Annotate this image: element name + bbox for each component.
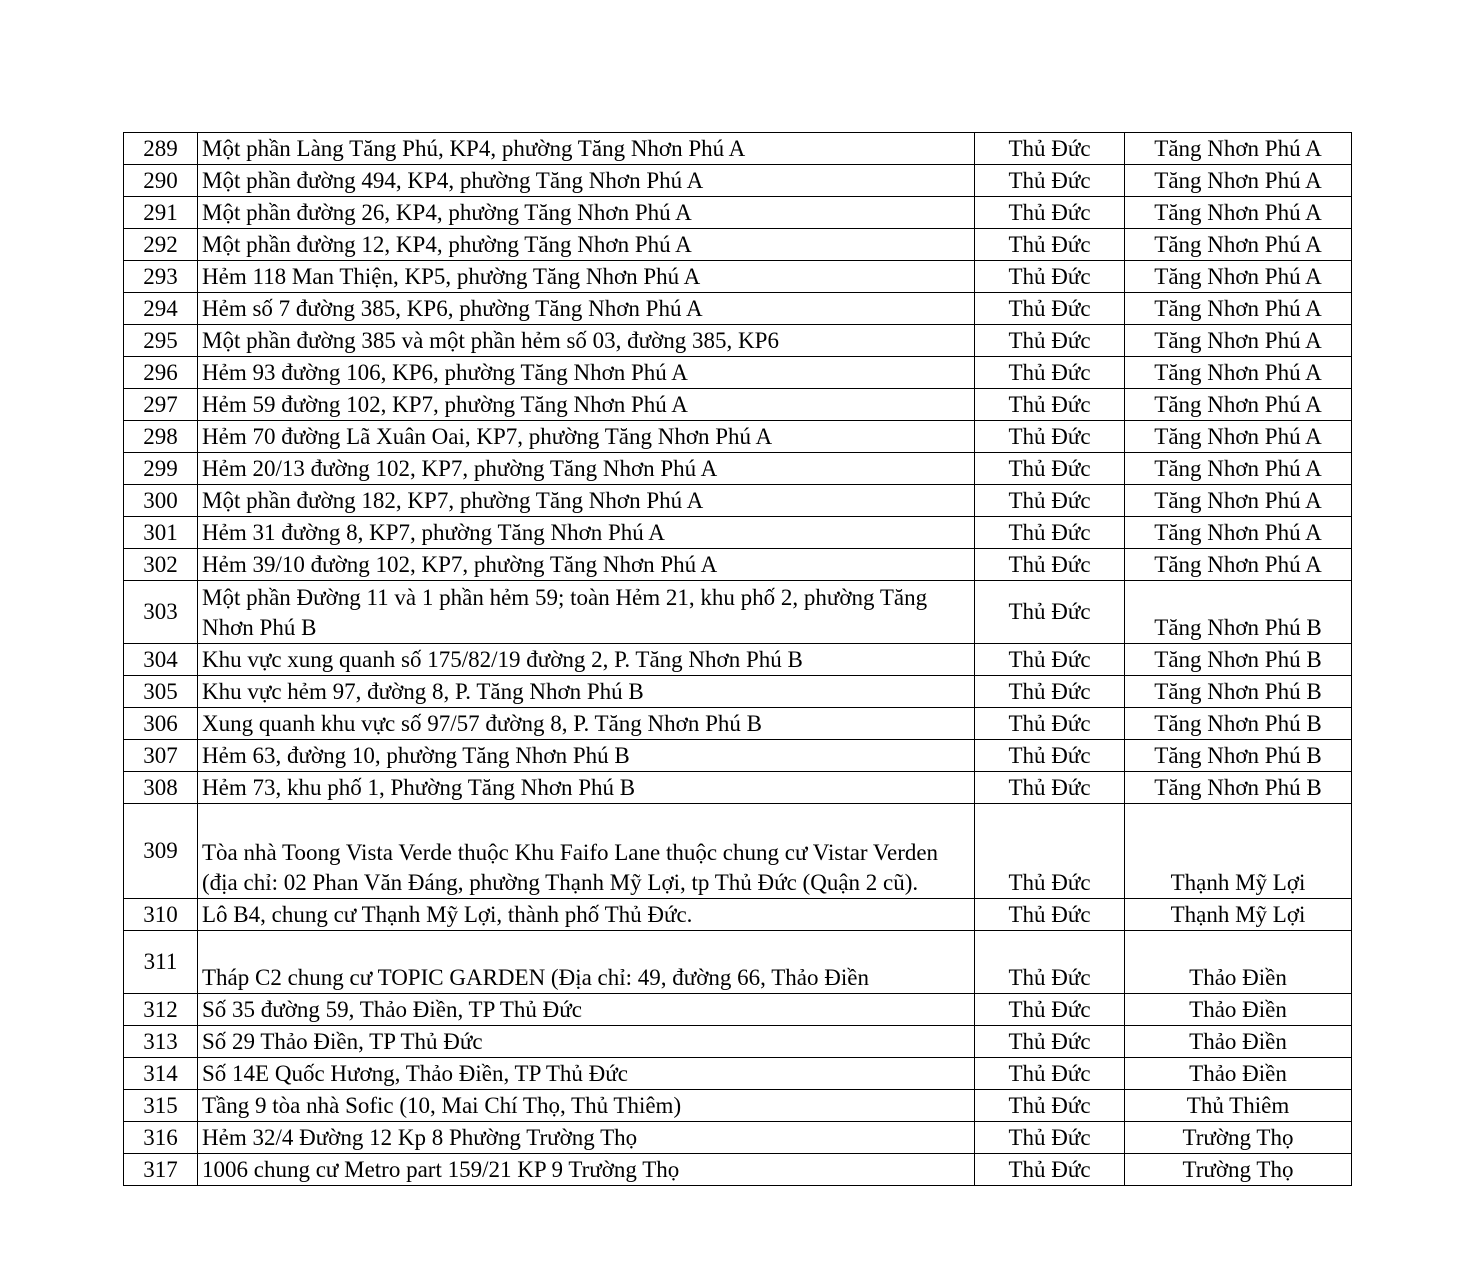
row-number: 299	[124, 453, 198, 485]
ward-cell: Tăng Nhơn Phú A	[1125, 133, 1352, 165]
address-cell: Lô B4, chung cư Thạnh Mỹ Lợi, thành phố Thủ Đức.	[198, 899, 975, 931]
address-cell: Hẻm 73, khu phố 1, Phường Tăng Nhơn Phú B	[198, 772, 975, 804]
district-cell: Thủ Đức	[975, 1090, 1125, 1122]
district-cell: Thủ Đức	[975, 197, 1125, 229]
ward-cell: Thảo Điền	[1125, 1058, 1352, 1090]
table-row	[124, 931, 1352, 994]
row-number: 311	[124, 931, 198, 994]
address-cell: Số 35 đường 59, Thảo Điền, TP Thủ Đức	[198, 994, 975, 1026]
address-cell: Hẻm 59 đường 102, KP7, phường Tăng Nhơn Phú A	[198, 389, 975, 421]
table-row	[124, 421, 1352, 453]
address-cell: Một phần Làng Tăng Phú, KP4, phường Tăng Nhơn Phú A	[198, 133, 975, 165]
table-row	[124, 899, 1352, 931]
district-cell: Thủ Đức	[975, 485, 1125, 517]
ward-cell: Tăng Nhơn Phú A	[1125, 293, 1352, 325]
district-cell: Thủ Đức	[975, 644, 1125, 676]
table-row	[124, 325, 1352, 357]
table-row	[124, 581, 1352, 644]
row-number: 313	[124, 1026, 198, 1058]
ward-cell: Tăng Nhơn Phú A	[1125, 549, 1352, 581]
row-number: 297	[124, 389, 198, 421]
address-cell: Tầng 9 tòa nhà Sofic (10, Mai Chí Thọ, Thủ Thiêm)	[198, 1090, 975, 1122]
table-row	[124, 994, 1352, 1026]
ward-cell: Tăng Nhơn Phú A	[1125, 229, 1352, 261]
ward-cell: Tăng Nhơn Phú B	[1125, 676, 1352, 708]
district-cell: Thủ Đức	[975, 581, 1125, 644]
row-number: 295	[124, 325, 198, 357]
row-number: 303	[124, 581, 198, 644]
table-row	[124, 485, 1352, 517]
address-cell: Tòa nhà Toong Vista Verde thuộc Khu Faifo Lane thuộc chung cư Vistar Verden (địa chỉ: 02 Phan Văn Đáng, phường Thạnh Mỹ Lợi, tp Thủ Đức (Quận 2 cũ).	[198, 804, 975, 899]
ward-cell: Tăng Nhơn Phú B	[1125, 581, 1352, 644]
table-row	[124, 804, 1352, 899]
ward-cell: Thạnh Mỹ Lợi	[1125, 804, 1352, 899]
district-cell: Thủ Đức	[975, 421, 1125, 453]
ward-cell: Tăng Nhơn Phú B	[1125, 740, 1352, 772]
address-cell: Khu vực hẻm 97, đường 8, P. Tăng Nhơn Phú B	[198, 676, 975, 708]
table-row	[124, 1058, 1352, 1090]
table-row	[124, 1090, 1352, 1122]
district-cell: Thủ Đức	[975, 1058, 1125, 1090]
ward-cell: Thảo Điền	[1125, 1026, 1352, 1058]
address-cell: Hẻm 39/10 đường 102, KP7, phường Tăng Nhơn Phú A	[198, 549, 975, 581]
district-cell: Thủ Đức	[975, 549, 1125, 581]
row-number: 300	[124, 485, 198, 517]
ward-cell: Tăng Nhơn Phú A	[1125, 165, 1352, 197]
address-cell: Hẻm 63, đường 10, phường Tăng Nhơn Phú B	[198, 740, 975, 772]
ward-cell: Thủ Thiêm	[1125, 1090, 1352, 1122]
ward-cell: Trường Thọ	[1125, 1154, 1352, 1186]
row-number: 302	[124, 549, 198, 581]
table-row	[124, 165, 1352, 197]
row-number: 292	[124, 229, 198, 261]
address-cell: Một phần đường 385 và một phần hẻm số 03, đường 385, KP6	[198, 325, 975, 357]
district-cell: Thủ Đức	[975, 804, 1125, 899]
district-cell: Thủ Đức	[975, 772, 1125, 804]
district-cell: Thủ Đức	[975, 1026, 1125, 1058]
row-number: 312	[124, 994, 198, 1026]
district-cell: Thủ Đức	[975, 740, 1125, 772]
address-cell: Hẻm 70 đường Lã Xuân Oai, KP7, phường Tăng Nhơn Phú A	[198, 421, 975, 453]
row-number: 310	[124, 899, 198, 931]
district-cell: Thủ Đức	[975, 165, 1125, 197]
row-number: 307	[124, 740, 198, 772]
address-cell: Hẻm 31 đường 8, KP7, phường Tăng Nhơn Phú A	[198, 517, 975, 549]
district-cell: Thủ Đức	[975, 389, 1125, 421]
row-number: 294	[124, 293, 198, 325]
row-number: 316	[124, 1122, 198, 1154]
table-row	[124, 1154, 1352, 1186]
row-number: 308	[124, 772, 198, 804]
ward-cell: Thảo Điền	[1125, 931, 1352, 994]
ward-cell: Tăng Nhơn Phú A	[1125, 517, 1352, 549]
table-row	[124, 1122, 1352, 1154]
district-cell: Thủ Đức	[975, 931, 1125, 994]
table-row	[124, 708, 1352, 740]
row-number: 317	[124, 1154, 198, 1186]
address-cell: Hẻm 20/13 đường 102, KP7, phường Tăng Nhơn Phú A	[198, 453, 975, 485]
ward-cell: Tăng Nhơn Phú A	[1125, 261, 1352, 293]
table-row	[124, 772, 1352, 804]
ward-cell: Trường Thọ	[1125, 1122, 1352, 1154]
address-cell: Một phần đường 182, KP7, phường Tăng Nhơn Phú A	[198, 485, 975, 517]
table-row	[124, 261, 1352, 293]
ward-cell: Tăng Nhơn Phú A	[1125, 357, 1352, 389]
table-row	[124, 389, 1352, 421]
district-cell: Thủ Đức	[975, 1154, 1125, 1186]
row-number: 293	[124, 261, 198, 293]
district-cell: Thủ Đức	[975, 453, 1125, 485]
row-number: 291	[124, 197, 198, 229]
ward-cell: Tăng Nhơn Phú A	[1125, 325, 1352, 357]
address-cell: Một phần đường 26, KP4, phường Tăng Nhơn Phú A	[198, 197, 975, 229]
row-number: 314	[124, 1058, 198, 1090]
table-row	[124, 676, 1352, 708]
address-cell: Xung quanh khu vực số 97/57 đường 8, P. Tăng Nhơn Phú B	[198, 708, 975, 740]
ward-cell: Tăng Nhơn Phú B	[1125, 644, 1352, 676]
locations-table	[123, 132, 1352, 1186]
ward-cell: Tăng Nhơn Phú A	[1125, 421, 1352, 453]
ward-cell: Tăng Nhơn Phú A	[1125, 453, 1352, 485]
district-cell: Thủ Đức	[975, 293, 1125, 325]
address-cell: Số 14E Quốc Hương, Thảo Điền, TP Thủ Đức	[198, 1058, 975, 1090]
ward-cell: Tăng Nhơn Phú B	[1125, 708, 1352, 740]
row-number: 306	[124, 708, 198, 740]
address-cell: Hẻm 118 Man Thiện, KP5, phường Tăng Nhơn Phú A	[198, 261, 975, 293]
address-cell: Số 29 Thảo Điền, TP Thủ Đức	[198, 1026, 975, 1058]
table-row	[124, 293, 1352, 325]
table-row	[124, 453, 1352, 485]
district-cell: Thủ Đức	[975, 229, 1125, 261]
row-number: 298	[124, 421, 198, 453]
district-cell: Thủ Đức	[975, 899, 1125, 931]
table-row	[124, 517, 1352, 549]
row-number: 289	[124, 133, 198, 165]
district-cell: Thủ Đức	[975, 325, 1125, 357]
table-row	[124, 229, 1352, 261]
row-number: 309	[124, 804, 198, 899]
address-cell: Khu vực xung quanh số 175/82/19 đường 2, P. Tăng Nhơn Phú B	[198, 644, 975, 676]
table-row	[124, 197, 1352, 229]
district-cell: Thủ Đức	[975, 517, 1125, 549]
row-number: 305	[124, 676, 198, 708]
table-row	[124, 357, 1352, 389]
address-cell: Tháp C2 chung cư TOPIC GARDEN (Địa chỉ: 49, đường 66, Thảo Điền	[198, 931, 975, 994]
table-row	[124, 740, 1352, 772]
district-cell: Thủ Đức	[975, 708, 1125, 740]
table-row	[124, 549, 1352, 581]
address-cell: Một phần Đường 11 và 1 phần hẻm 59; toàn Hẻm 21, khu phố 2, phường Tăng Nhơn Phú B	[198, 581, 975, 644]
ward-cell: Tăng Nhơn Phú A	[1125, 485, 1352, 517]
row-number: 315	[124, 1090, 198, 1122]
address-cell: Hẻm số 7 đường 385, KP6, phường Tăng Nhơn Phú A	[198, 293, 975, 325]
address-cell: 1006 chung cư Metro part 159/21 KP 9 Trường Thọ	[198, 1154, 975, 1186]
ward-cell: Thảo Điền	[1125, 994, 1352, 1026]
district-cell: Thủ Đức	[975, 1122, 1125, 1154]
district-cell: Thủ Đức	[975, 133, 1125, 165]
address-cell: Một phần đường 12, KP4, phường Tăng Nhơn Phú A	[198, 229, 975, 261]
address-cell: Hẻm 93 đường 106, KP6, phường Tăng Nhơn Phú A	[198, 357, 975, 389]
district-cell: Thủ Đức	[975, 994, 1125, 1026]
district-cell: Thủ Đức	[975, 357, 1125, 389]
district-cell: Thủ Đức	[975, 676, 1125, 708]
table-row	[124, 644, 1352, 676]
row-number: 290	[124, 165, 198, 197]
ward-cell: Tăng Nhơn Phú A	[1125, 197, 1352, 229]
address-cell: Hẻm 32/4 Đường 12 Kp 8 Phường Trường Thọ	[198, 1122, 975, 1154]
ward-cell: Thạnh Mỹ Lợi	[1125, 899, 1352, 931]
ward-cell: Tăng Nhơn Phú A	[1125, 389, 1352, 421]
table-row	[124, 1026, 1352, 1058]
ward-cell: Tăng Nhơn Phú B	[1125, 772, 1352, 804]
row-number: 296	[124, 357, 198, 389]
row-number: 301	[124, 517, 198, 549]
table-row	[124, 133, 1352, 165]
row-number: 304	[124, 644, 198, 676]
district-cell: Thủ Đức	[975, 261, 1125, 293]
address-cell: Một phần đường 494, KP4, phường Tăng Nhơn Phú A	[198, 165, 975, 197]
